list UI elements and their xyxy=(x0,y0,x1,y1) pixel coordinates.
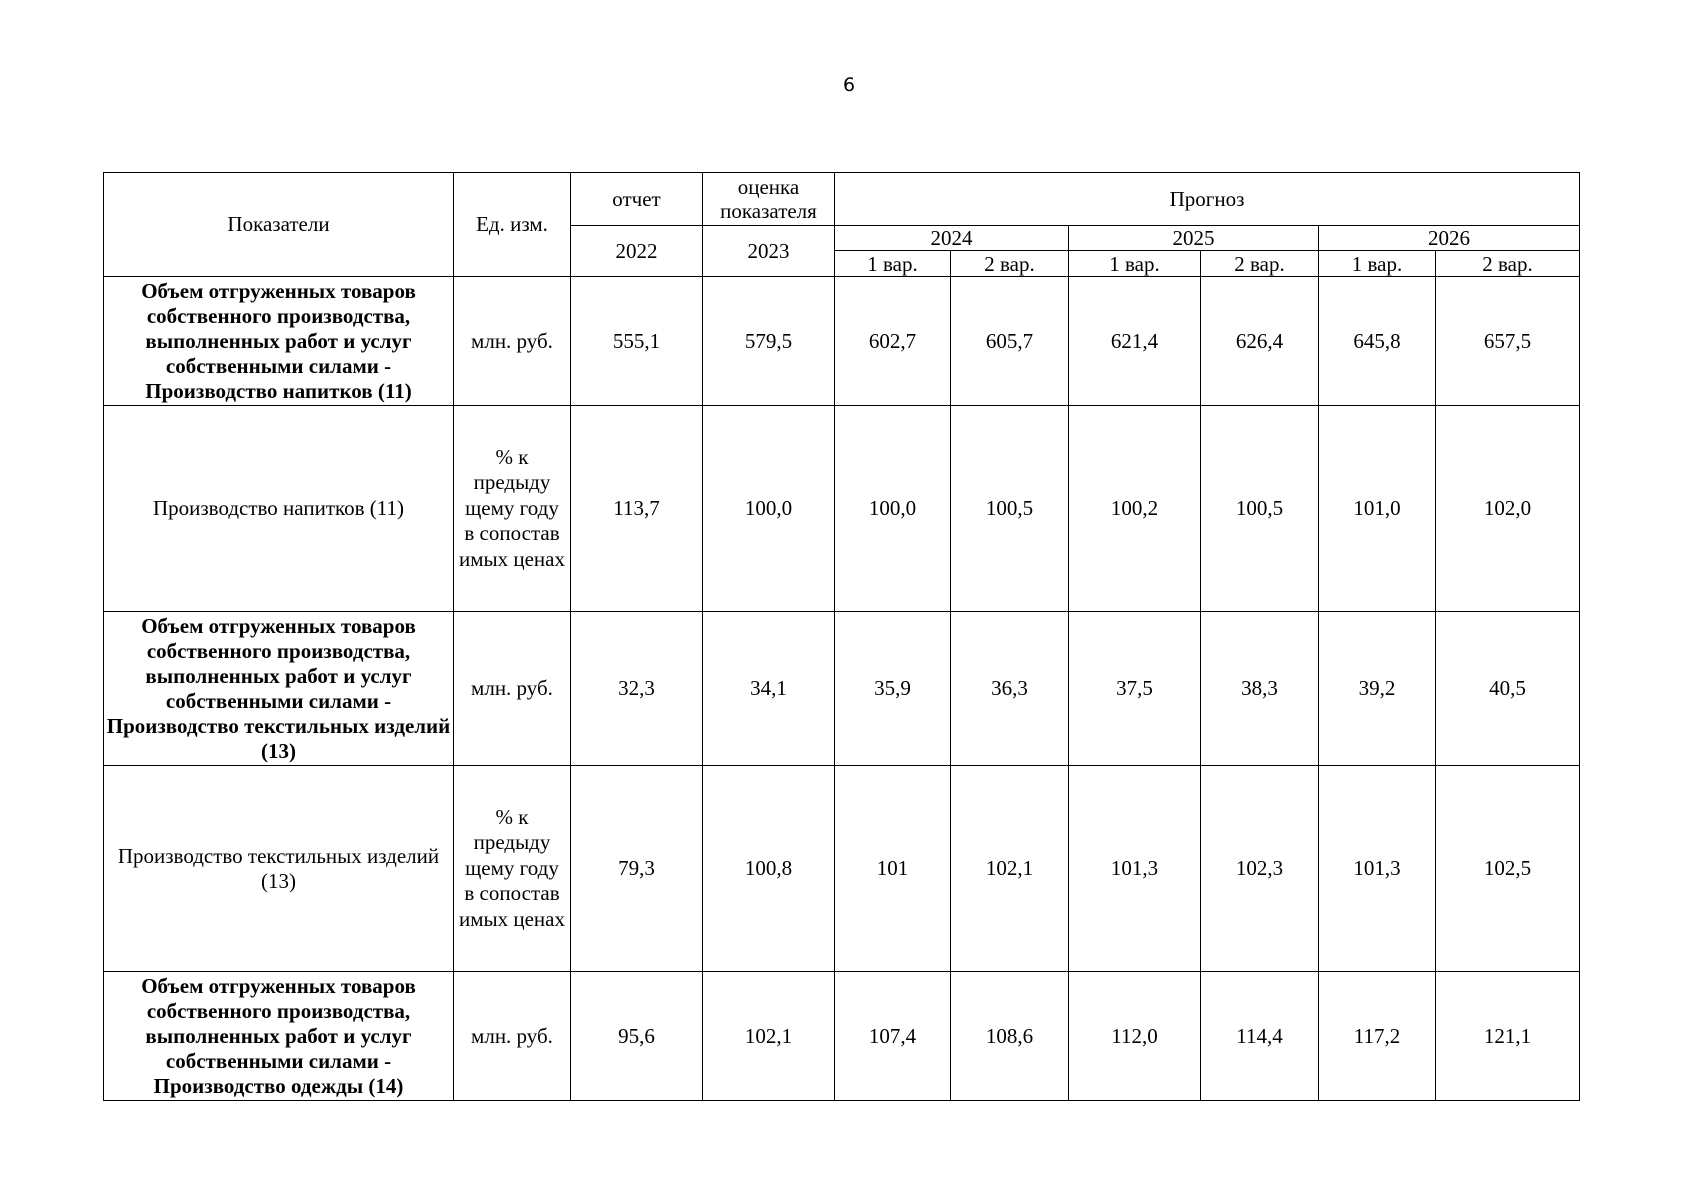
value-cell: 602,7 xyxy=(835,277,951,406)
value-cell: 102,1 xyxy=(703,972,835,1101)
value-cell: 645,8 xyxy=(1319,277,1436,406)
row-name: Объем отгруженных товаров собственного производства, выполненных работ и услуг собственными силами - Производство одежды (14) xyxy=(104,972,454,1101)
value-cell: 100,0 xyxy=(835,406,951,612)
row-unit: млн. руб. xyxy=(454,972,571,1101)
row-unit: % к предыду щему году в сопостав имых ценах xyxy=(454,766,571,972)
header-variant: 1 вар. xyxy=(1319,251,1436,277)
table-row xyxy=(104,406,1580,612)
value-cell: 32,3 xyxy=(571,612,703,766)
row-name: Производство текстильных изделий (13) xyxy=(104,766,454,972)
header-estimate: оценка показателя xyxy=(703,173,835,226)
value-cell: 121,1 xyxy=(1436,972,1580,1101)
value-cell: 107,4 xyxy=(835,972,951,1101)
header-variant: 2 вар. xyxy=(951,251,1069,277)
header-year-2024: 2024 xyxy=(835,226,1069,251)
forecast-table xyxy=(103,172,1580,1101)
value-cell: 657,5 xyxy=(1436,277,1580,406)
header-indicators: Показатели xyxy=(104,173,454,277)
value-cell: 112,0 xyxy=(1069,972,1201,1101)
value-cell: 101,0 xyxy=(1319,406,1436,612)
value-cell: 37,5 xyxy=(1069,612,1201,766)
value-cell: 117,2 xyxy=(1319,972,1436,1101)
value-cell: 100,5 xyxy=(951,406,1069,612)
value-cell: 621,4 xyxy=(1069,277,1201,406)
header-variant: 2 вар. xyxy=(1201,251,1319,277)
value-cell: 35,9 xyxy=(835,612,951,766)
value-cell: 100,8 xyxy=(703,766,835,972)
header-variant: 2 вар. xyxy=(1436,251,1580,277)
row-unit: млн. руб. xyxy=(454,277,571,406)
value-cell: 101,3 xyxy=(1319,766,1436,972)
header-year-2025: 2025 xyxy=(1069,226,1319,251)
value-cell: 102,3 xyxy=(1201,766,1319,972)
row-name: Объем отгруженных товаров собственного производства, выполненных работ и услуг собственными силами - Производство напитков (11) xyxy=(104,277,454,406)
header-report: отчет xyxy=(571,173,703,226)
value-cell: 101,3 xyxy=(1069,766,1201,972)
page-number: 6 xyxy=(842,74,856,96)
value-cell: 39,2 xyxy=(1319,612,1436,766)
value-cell: 626,4 xyxy=(1201,277,1319,406)
value-cell: 579,5 xyxy=(703,277,835,406)
header-row-top xyxy=(104,173,1580,226)
value-cell: 114,4 xyxy=(1201,972,1319,1101)
value-cell: 113,7 xyxy=(571,406,703,612)
value-cell: 100,2 xyxy=(1069,406,1201,612)
value-cell: 102,1 xyxy=(951,766,1069,972)
value-cell: 102,5 xyxy=(1436,766,1580,972)
value-cell: 100,5 xyxy=(1201,406,1319,612)
header-variant: 1 вар. xyxy=(835,251,951,277)
row-unit: % к предыду щему году в сопостав имых ценах xyxy=(454,406,571,612)
value-cell: 38,3 xyxy=(1201,612,1319,766)
header-year-2026: 2026 xyxy=(1319,226,1580,251)
header-unit: Ед. изм. xyxy=(454,173,571,277)
value-cell: 101 xyxy=(835,766,951,972)
header-forecast: Прогноз xyxy=(835,173,1580,226)
table-row xyxy=(104,766,1580,972)
row-name: Объем отгруженных товаров собственного производства, выполненных работ и услуг собственными силами - Производство текстильных изделий (13) xyxy=(104,612,454,766)
value-cell: 605,7 xyxy=(951,277,1069,406)
header-year-2022: 2022 xyxy=(571,226,703,277)
table-row xyxy=(104,277,1580,406)
value-cell: 95,6 xyxy=(571,972,703,1101)
value-cell: 555,1 xyxy=(571,277,703,406)
header-variant: 1 вар. xyxy=(1069,251,1201,277)
value-cell: 40,5 xyxy=(1436,612,1580,766)
value-cell: 102,0 xyxy=(1436,406,1580,612)
row-unit: млн. руб. xyxy=(454,612,571,766)
value-cell: 79,3 xyxy=(571,766,703,972)
value-cell: 34,1 xyxy=(703,612,835,766)
table-row xyxy=(104,612,1580,766)
row-name: Производство напитков (11) xyxy=(104,406,454,612)
table-row xyxy=(104,972,1580,1101)
header-year-2023: 2023 xyxy=(703,226,835,277)
value-cell: 108,6 xyxy=(951,972,1069,1101)
value-cell: 36,3 xyxy=(951,612,1069,766)
value-cell: 100,0 xyxy=(703,406,835,612)
